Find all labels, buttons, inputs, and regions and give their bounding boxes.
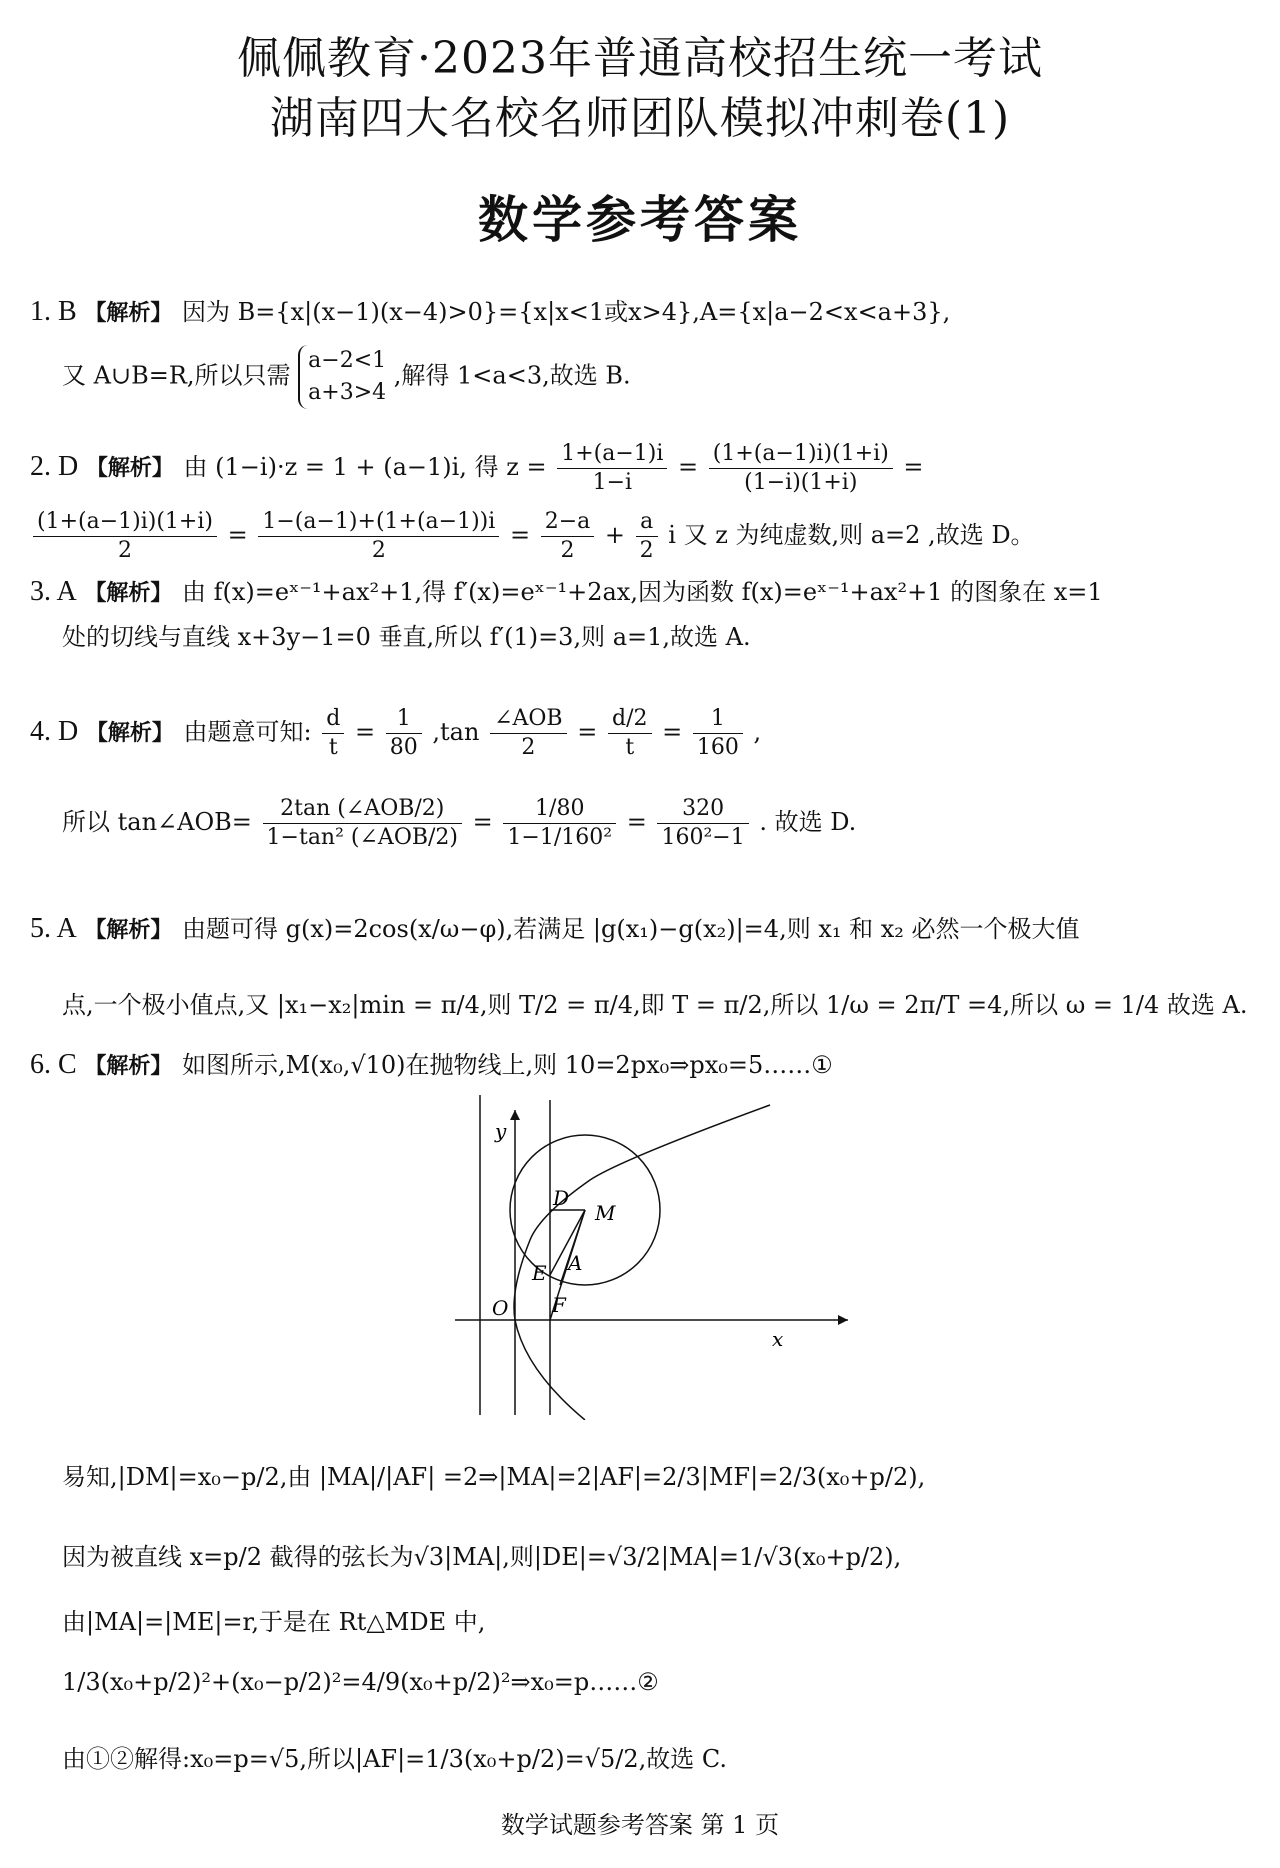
- q2-frac-6-num: a: [636, 508, 658, 537]
- q4-comma: ,: [753, 718, 762, 746]
- q3-line-2: 处的切线与直线 x+3y−1=0 垂直,所以 f′(1)=3,则 a=1,故选 A.: [62, 623, 751, 651]
- q4-frac-g3-num: 320: [657, 795, 748, 824]
- page-title: 数学参考答案: [478, 190, 802, 249]
- q4-frac-g2: [503, 795, 616, 852]
- q4-frac-g3-den: 160²−1: [661, 825, 745, 850]
- q3-text-1: 由 f(x)=eˣ⁻¹+ax²+1,得 f′(x)=eˣ⁻¹+2ax,因为函数 f(x)=eˣ⁻¹+ax²+1 的图象在 x=1: [181, 578, 1103, 606]
- q2-eq-1: =: [678, 453, 699, 481]
- parabola-curve: [514, 1105, 770, 1420]
- q2-eq-4: =: [509, 521, 531, 549]
- q4-frac-e-den: 160: [696, 735, 739, 760]
- q4-text-2a: 所以 tan∠AOB=: [62, 808, 252, 836]
- q2-line-1: [30, 440, 1255, 497]
- q4-frac-d: [608, 705, 652, 762]
- q2-frac-2: [709, 440, 893, 497]
- q1-system-1: a−2<1: [308, 348, 387, 373]
- q4-line-1: [30, 705, 1255, 762]
- q2-line-2: [30, 508, 1255, 565]
- q2-frac-4-den: 2: [371, 538, 386, 563]
- q2-frac-3-den: 2: [117, 538, 132, 563]
- q6-number: 6. C: [30, 1049, 77, 1080]
- q4-eq-4: =: [472, 808, 493, 836]
- q2-frac-5-num: 2−a: [541, 508, 595, 537]
- q4-frac-a: [322, 705, 344, 762]
- q4-line-2: [62, 795, 1280, 852]
- q6-line-3: 因为被直线 x=p/2 截得的弦长为√3|MA|,则|DE|=√3/2|MA|=1/√3(x₀+p/2),: [62, 1543, 902, 1571]
- q1-text-1: 因为 B={x|(x−1)(x−4)>0}={x|x<1或x>4},A={x|a−2<x<a+3},: [181, 298, 951, 326]
- q4-frac-a-num: d: [322, 705, 344, 734]
- q2-frac-1-num: 1+(a−1)i: [557, 440, 667, 469]
- q1-system-2: a+3>4: [308, 380, 387, 405]
- q4-frac-b: [386, 705, 422, 762]
- q1-tag: 【解析】: [84, 301, 173, 326]
- label-m: M: [595, 1201, 616, 1225]
- label-x: x: [772, 1327, 784, 1351]
- q2-eq-2: =: [903, 453, 924, 481]
- q4-tan: ,tan: [432, 718, 480, 746]
- q2-frac-6: [636, 508, 658, 565]
- q2-frac-5-den: 2: [560, 538, 575, 563]
- q4-frac-g2-den: 1−1/160²: [507, 825, 613, 850]
- q3-number: 3. A: [30, 576, 77, 607]
- q6-text-1: 如图所示,M(x₀,√10)在抛物线上,则 10=2px₀⇒px₀=5……①: [181, 1051, 833, 1079]
- q4-frac-g1-den: 1−tan² (∠AOB/2): [266, 825, 459, 850]
- q5-line-1: [30, 912, 1255, 948]
- q6-line-2: 易知,|DM|=x₀−p/2,由 |MA|/|AF| =2⇒|MA|=2|AF|=2/3|MF|=2/3(x₀+p/2),: [62, 1463, 926, 1491]
- q4-frac-b-den: 80: [389, 735, 418, 760]
- axis-y-arrow: [510, 1110, 520, 1120]
- page-footer: 数学试题参考答案 第 1 页: [500, 1811, 780, 1839]
- q1-number: 1. B: [30, 296, 77, 327]
- axis-x-arrow: [838, 1315, 848, 1325]
- label-a: A: [568, 1251, 583, 1275]
- q4-frac-d-num: d/2: [608, 705, 652, 734]
- q2-frac-3: [33, 508, 217, 565]
- q4-eq-3: =: [662, 718, 683, 746]
- q1-line-1: [30, 295, 1255, 331]
- q4-frac-g2-num: 1/80: [503, 795, 616, 824]
- q4-frac-a-den: t: [328, 735, 338, 760]
- label-f: F: [552, 1293, 566, 1317]
- q4-text-2b: . 故选 D.: [759, 808, 857, 836]
- q2-frac-2-num: (1+(a−1)i)(1+i): [709, 440, 893, 469]
- q4-frac-d-den: t: [625, 735, 635, 760]
- q5-line-2: 点,一个极小值点,又 |x₁−x₂|min = π/4,则 T/2 = π/4,即 T = π/2,所以 1/ω = 2π/T =4,所以 ω = 1/4 故选 A.: [62, 991, 1248, 1019]
- q1-text-2a: 又 A∪B=R,所以只需: [62, 361, 291, 390]
- q4-number: 4. D: [30, 716, 79, 747]
- label-o: O: [492, 1296, 509, 1320]
- q1-system: [298, 345, 386, 409]
- q2-frac-4: [258, 508, 499, 565]
- q6-figure: [440, 1090, 860, 1420]
- q2-frac-3-num: (1+(a−1)i)(1+i): [33, 508, 217, 537]
- q4-frac-e-num: 1: [693, 705, 743, 734]
- header-line-2: 湖南四大名校名师团队模拟冲刺卷(1): [269, 93, 1011, 144]
- q4-frac-g3: [657, 795, 748, 852]
- q4-eq-2: =: [577, 718, 598, 746]
- q2-frac-2-den: (1−i)(1+i): [744, 470, 858, 495]
- q2-tag: 【解析】: [85, 456, 174, 481]
- q4-frac-c-den: 2: [521, 735, 536, 760]
- q4-frac-g1: [263, 795, 462, 852]
- q3-tag: 【解析】: [84, 581, 173, 606]
- q4-frac-b-num: 1: [386, 705, 422, 734]
- q4-eq-1: =: [355, 718, 376, 746]
- q5-text-1: 由题可得 g(x)=2cos(x/ω−φ),若满足 |g(x₁)−g(x₂)|=4,则 x₁ 和 x₂ 必然一个极大值: [181, 915, 1080, 943]
- q4-text-1a: 由题意可知:: [183, 718, 312, 746]
- q4-frac-g1-num: 2tan (∠AOB/2): [263, 795, 462, 824]
- q6-line-4: 由|MA|=|ME|=r,于是在 Rt△MDE 中,: [62, 1608, 486, 1636]
- q6-line-6: 由①②解得:x₀=p=√5,所以|AF|=1/3(x₀+p/2)=√5/2,故选 C.: [62, 1745, 728, 1773]
- q2-frac-1-den: 1−i: [592, 470, 633, 495]
- q2-frac-4-num: 1−(a−1)+(1+(a−1))i: [258, 508, 499, 537]
- label-y: y: [495, 1119, 507, 1143]
- label-e: E: [532, 1261, 547, 1285]
- q6-tag: 【解析】: [84, 1054, 173, 1079]
- q2-text-2b: i 又 z 为纯虚数,则 a=2 ,故选 D。: [668, 521, 1035, 549]
- q4-eq-5: =: [626, 808, 647, 836]
- q3-line-1: [30, 575, 1255, 611]
- q2-frac-6-den: 2: [639, 538, 654, 563]
- q2-frac-5: [541, 508, 595, 565]
- q4-frac-c-num: ∠AOB: [490, 705, 567, 734]
- q6-line-5: 1/3(x₀+p/2)²+(x₀−p/2)²=4/9(x₀+p/2)²⇒x₀=p……②: [62, 1668, 659, 1696]
- q1-line-2: [62, 345, 1280, 409]
- label-d: D: [553, 1186, 570, 1210]
- header-line-1: 佩佩教育·2023年普通高校招生统一考试: [237, 33, 1043, 84]
- q2-frac-1: [557, 440, 667, 497]
- q2-number: 2. D: [30, 451, 79, 482]
- q4-tag: 【解析】: [85, 721, 174, 746]
- q6-line-1: [30, 1048, 1255, 1084]
- q4-frac-e: [693, 705, 743, 762]
- q4-frac-c: [490, 705, 567, 762]
- q2-eq-3: =: [227, 521, 248, 549]
- q2-text-1a: 由 (1−i)·z = 1 + (a−1)i, 得 z =: [183, 453, 547, 481]
- q1-text-2b: ,解得 1<a<3,故选 B.: [393, 361, 631, 390]
- q5-number: 5. A: [30, 913, 77, 944]
- q2-plus: +: [604, 521, 625, 549]
- q5-tag: 【解析】: [84, 918, 173, 943]
